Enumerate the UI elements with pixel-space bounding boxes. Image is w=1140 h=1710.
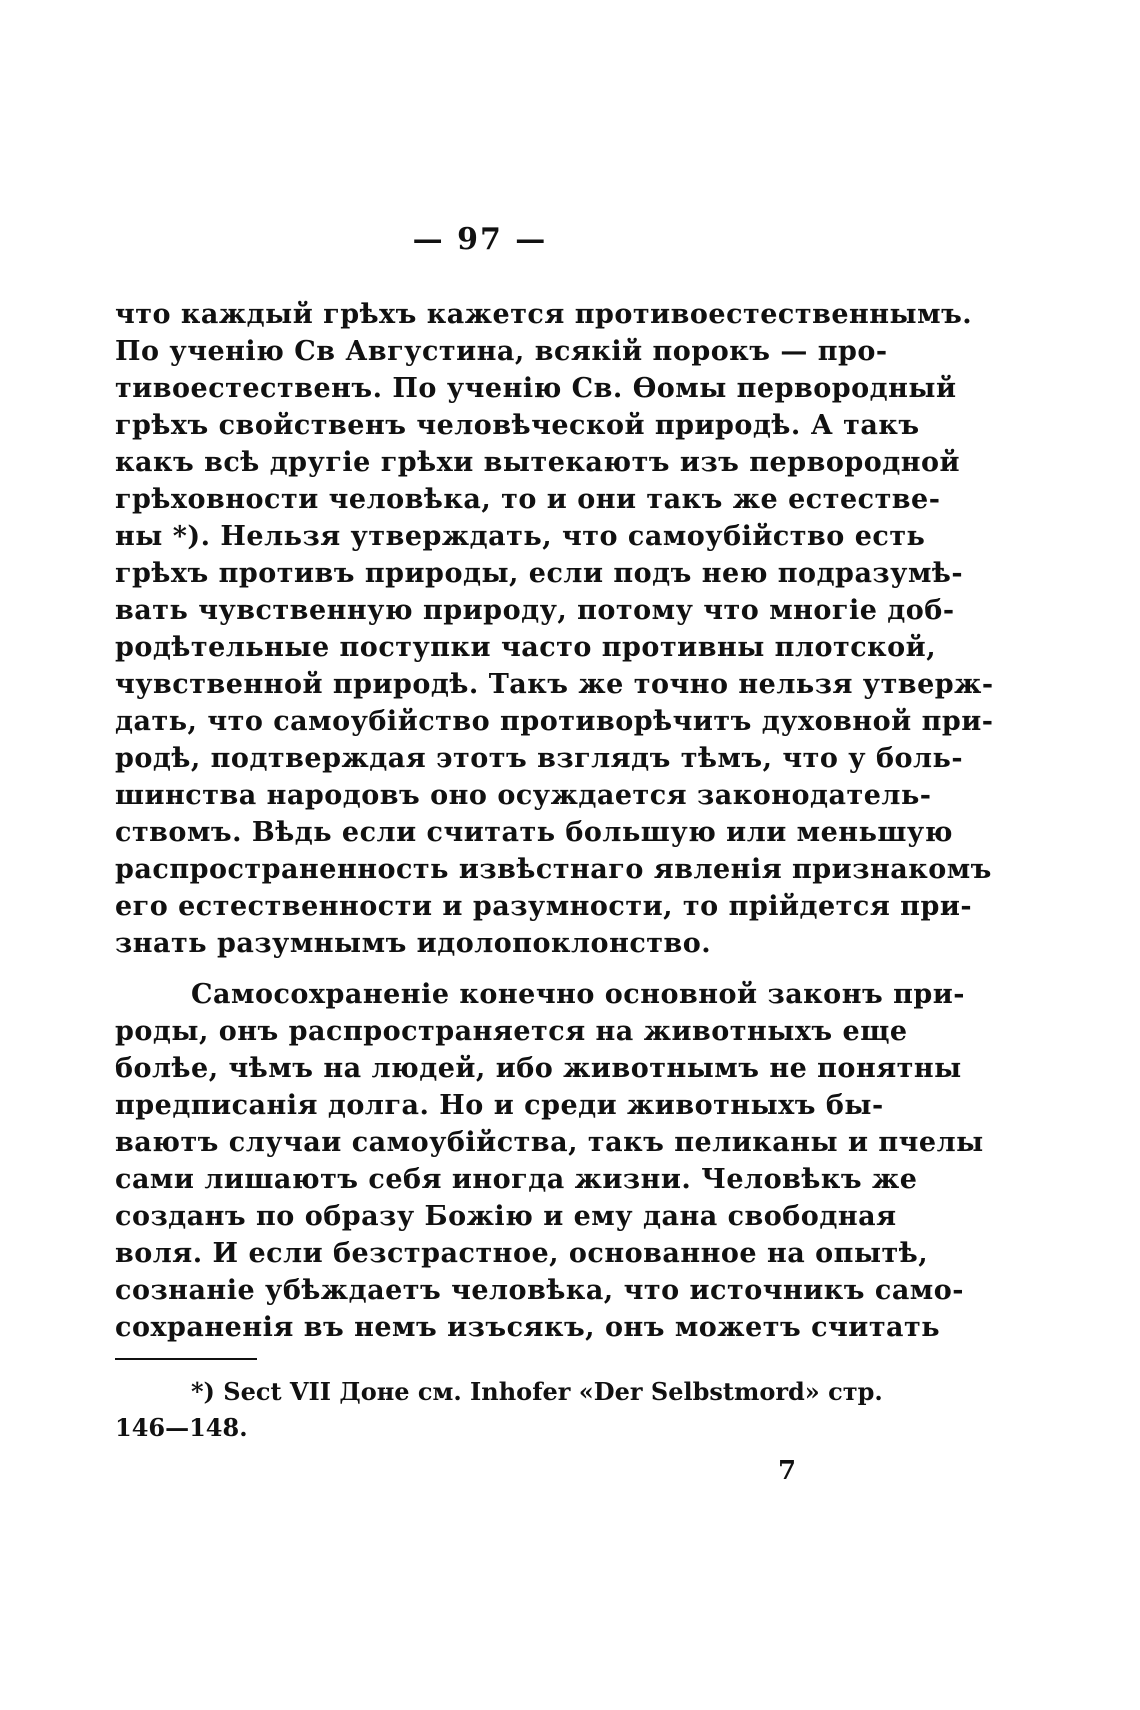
text-line: знать разумнымъ идолопоклонство. (115, 928, 712, 959)
text-line: дать, что самоубійство противорѣчитъ духовной при- (115, 706, 994, 737)
page-number: — 97 — (412, 222, 548, 257)
text-line: какъ всѣ другіе грѣхи вытекаютъ изъ первородной (115, 447, 961, 478)
text-line: его естественности и разумности, то прійдется при- (115, 891, 973, 922)
footnote-line: *) Sect VII Доне см. Inhofer «Der Selbstmord» стр. (191, 1377, 883, 1406)
paragraph-gap (115, 962, 847, 976)
text-line: болѣе, чѣмъ на людей, ибо животнымъ не понятны (115, 1053, 962, 1084)
signature-mark: 7 (778, 1456, 797, 1486)
text-line: роды, онъ распространяется на животныхъ еще (115, 1016, 908, 1047)
text-line: ны *). Нельзя утверждать, что самоубійство есть (115, 521, 926, 552)
text-line: родѣ, подтверждая этотъ взглядъ тѣмъ, что у боль- (115, 743, 964, 774)
text-line: ствомъ. Вѣдь если считать большую или меньшую (115, 817, 953, 848)
text-line: сознаніе убѣждаетъ человѣка, что источникъ само- (115, 1275, 964, 1306)
text-line: ваютъ случаи самоубійства, такъ пеликаны и пчелы (115, 1127, 984, 1158)
text-line: предписанія долга. Но и среди животныхъ бы- (115, 1090, 884, 1121)
text-line: тивоестественъ. По ученію Св. Өомы первородный (115, 373, 957, 404)
text-line: созданъ по образу Божію и ему дана свободная (115, 1201, 897, 1232)
text-line: сами лишаютъ себя иногда жизни. Человѣкъ же (115, 1164, 918, 1195)
footnote (115, 1374, 883, 1446)
footnote-line: 146—148. (115, 1413, 248, 1442)
text-line: воля. И если безстрастное, основанное на опытѣ, (115, 1238, 929, 1269)
text-line: что каждый грѣхъ кажется противоестественнымъ. (115, 299, 973, 330)
text-line: грѣхъ свойственъ человѣческой природѣ. А такъ (115, 410, 920, 441)
text-line: грѣхъ противъ природы, если подъ нею подразумѣ- (115, 558, 964, 589)
text-line: шинства народовъ оно осуждается законодатель- (115, 780, 932, 811)
text-line: грѣховности человѣка, то и они такъ же естестве- (115, 484, 941, 515)
footnote-rule (115, 1358, 257, 1360)
text-line: родѣтельные поступки часто противны плотской, (115, 632, 937, 663)
body-text (115, 296, 994, 1346)
text-line: Самосохраненіе конечно основной законъ при- (191, 979, 965, 1010)
text-line: чувственной природѣ. Такъ же точно нельзя утверж- (115, 669, 994, 700)
text-line: По ученію Св Августина, всякій порокъ — про- (115, 336, 888, 367)
text-line: распространенность извѣстнаго явленія признакомъ (115, 854, 992, 885)
text-line: сохраненія въ немъ изъсякъ, онъ можетъ считать (115, 1312, 941, 1343)
text-line: вать чувственную природу, потому что многіе доб- (115, 595, 955, 626)
